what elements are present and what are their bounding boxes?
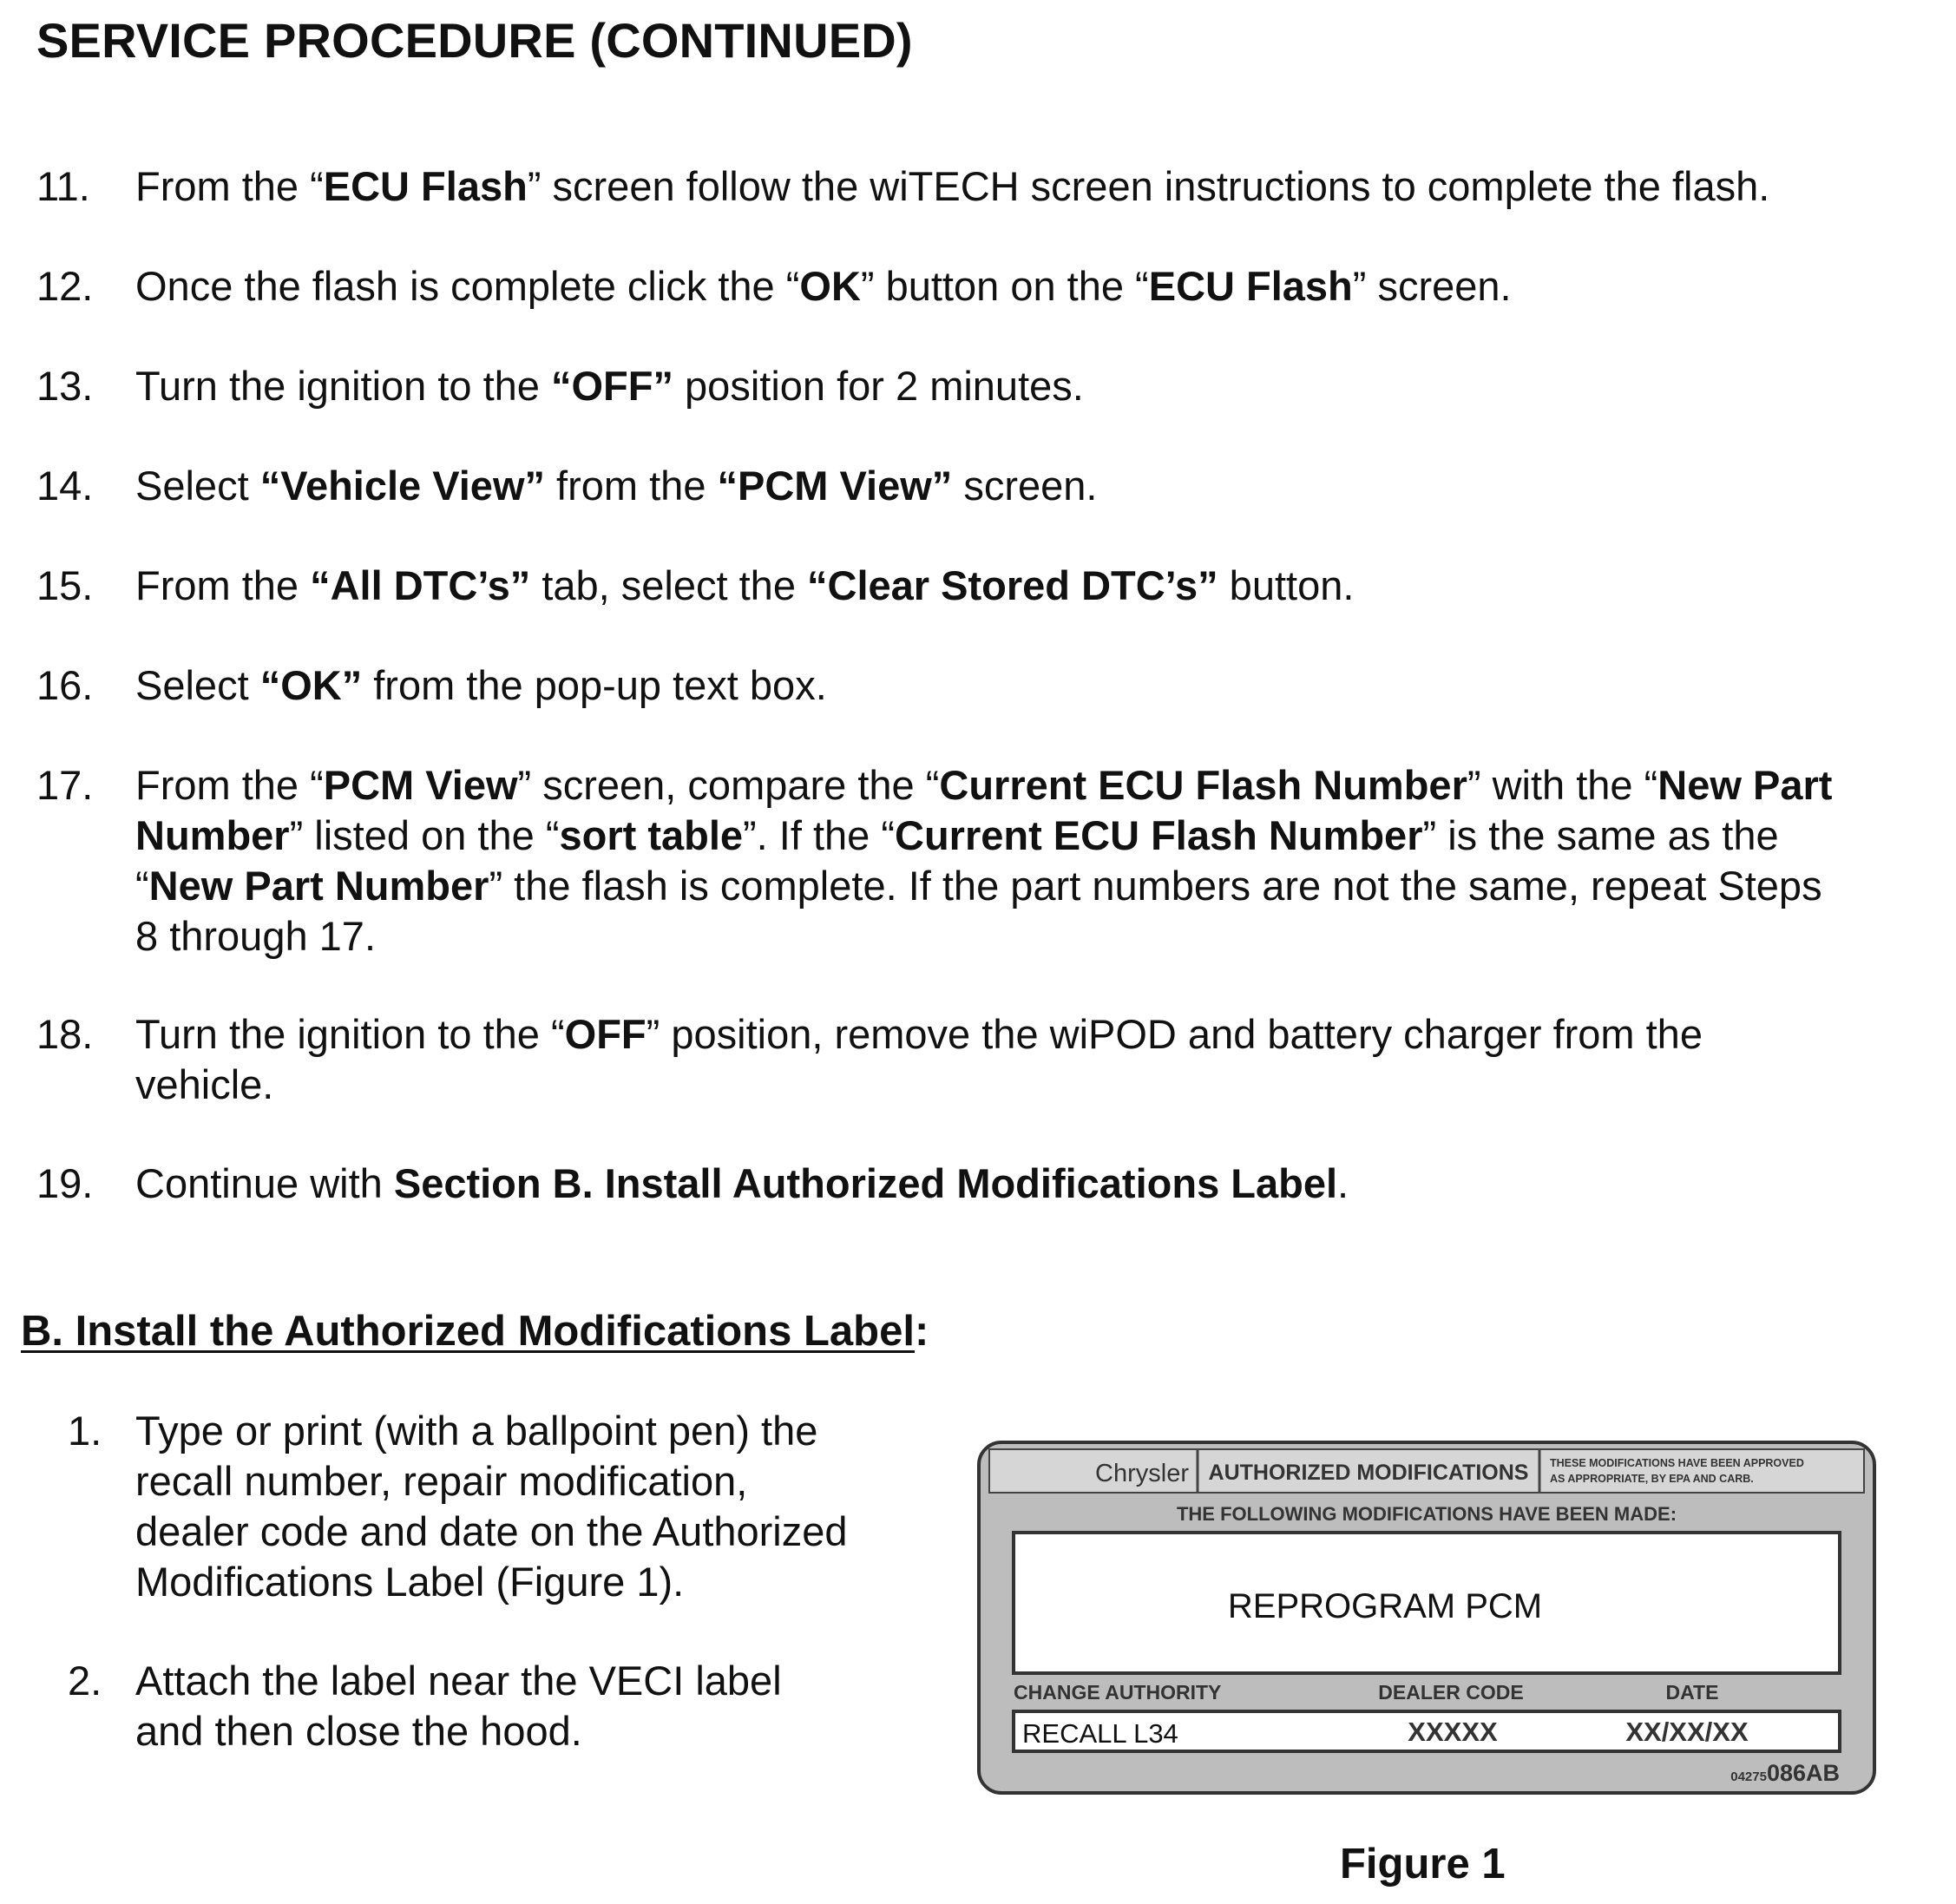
text-run: ”. If the “ [743,812,896,858]
step-number: 18. [36,1011,94,1057]
step-line [135,1009,1937,1060]
text-run: Continue with [135,1160,394,1206]
emphasis-text: New Part [1657,762,1833,808]
change-authority-value: RECALL L34 [1022,1718,1178,1749]
label-approval-line: THESE MODIFICATIONS HAVE BEEN APPROVED [1550,1457,1804,1469]
text-run: from the [545,463,718,509]
col-dealer-code: DEALER CODE [1378,1681,1524,1704]
step-line: Modifications Label (Figure 1). [135,1559,685,1605]
emphasis-text: ECU Flash [1148,263,1353,309]
text-run: ” button on the “ [860,263,1149,309]
procedure-step [36,461,1937,511]
part-number-prefix: 04275 [1730,1769,1767,1784]
text-run: Select [135,662,260,708]
procedure-step [36,660,1937,711]
step-number: 11. [36,163,90,209]
text-run: tab, select the [530,562,808,608]
label-approval-line: AS APPROPRIATE, BY EPA AND CARB. [1550,1473,1754,1485]
emphasis-text: Current ECU Flash Number [895,812,1423,858]
emphasis-text: OFF [564,1011,647,1057]
step-text [135,660,1937,711]
procedure-step [36,261,1937,312]
text-run: From the [135,562,311,608]
text-run: ” listed on the “ [289,812,560,858]
emphasis-text: OK [799,263,861,309]
step-line: Type or print (with a ballpoint pen) the [135,1408,818,1454]
emphasis-text: sort table [559,812,744,858]
emphasis-text: Section B. Install Authorized Modifications Label [393,1160,1338,1206]
step-text [135,461,1937,511]
section-b-step [68,1406,935,1607]
emphasis-text: “OFF” [551,363,673,409]
text-run: ” screen, compare the “ [517,762,940,808]
step-number: 13. [36,363,94,409]
text-run: ” screen follow the wiTECH screen instructions to complete the flash. [527,163,1770,209]
text-run: ” with the “ [1467,762,1658,808]
modification-text: REPROGRAM PCM [1227,1587,1543,1625]
text-run: from the pop-up text box. [362,662,827,708]
part-number-suffix: 086AB [1766,1760,1840,1786]
step-text [135,1656,935,1756]
step-number: 17. [36,762,94,808]
step-line [135,811,1937,861]
col-change-authority: CHANGE AUTHORITY [1014,1681,1222,1704]
text-run: ” screen. [1352,263,1512,309]
emphasis-text: “Vehicle View” [259,463,545,509]
section-b-heading-text: B. Install the Authorized Modifications Label [21,1308,915,1355]
text-run: Once the flash is complete click the “ [135,263,800,309]
text-run: vehicle. [135,1061,274,1107]
text-run: Turn the ignition to the [135,363,551,409]
label-made-header: THE FOLLOWING MODIFICATIONS HAVE BEEN MADE: [1176,1503,1677,1525]
step-number: 12. [36,263,94,309]
text-run: position for 2 minutes. [673,363,1084,409]
step-number: 14. [36,463,94,509]
step-line: recall number, repair modification, [135,1458,748,1504]
step-text [135,760,1937,962]
step-line: dealer code and date on the Authorized [135,1508,848,1554]
procedure-step [36,561,1937,611]
step-line: Attach the label near the VECI label [135,1658,782,1704]
procedure-step [36,161,1937,212]
section-b-step [68,1656,935,1756]
text-run: Select [135,463,260,509]
emphasis-text: “Clear Stored DTC’s” [807,562,1218,608]
emphasis-text: Current ECU Flash Number [939,762,1467,808]
emphasis-text: New Part Number [148,863,489,909]
step-text [135,1406,935,1607]
section-b-heading [21,1307,929,1356]
step-number: 1. [68,1408,102,1454]
step-line: and then close the hood. [135,1708,582,1754]
procedure-step [36,361,1937,411]
text-run: ” the flash is complete. If the part numbers are not the same, repeat Steps [489,863,1822,909]
text-run: “ [135,863,149,909]
procedure-step [36,1159,1937,1209]
emphasis-text: “All DTC’s” [310,562,531,608]
step-line [135,911,1937,962]
text-run: 8 through 17. [135,913,376,959]
date-value: XX/XX/XX [1625,1717,1749,1747]
col-date: DATE [1665,1681,1719,1704]
emphasis-text: Number [135,812,290,858]
step-text [135,361,1937,411]
page-title: SERVICE PROCEDURE (CONTINUED) [36,13,913,68]
authorized-modifications-label [977,1441,1876,1795]
step-number: 19. [36,1160,94,1206]
procedure-step [36,1009,1937,1110]
step-text [135,161,1937,212]
emphasis-text: “PCM View” [717,463,953,509]
label-title: AUTHORIZED MODIFICATIONS [1208,1461,1529,1485]
text-run: Turn the ignition to the “ [135,1011,565,1057]
procedure-step [36,760,1937,962]
text-run: screen. [952,463,1098,509]
text-run: ” position, remove the wiPOD and battery charger from the [646,1011,1703,1057]
step-line [135,861,1937,911]
text-run: . [1337,1160,1349,1206]
emphasis-text: PCM View [323,762,518,808]
dealer-code-value: XXXXX [1408,1717,1498,1747]
step-text [135,1009,1937,1110]
section-b-heading-colon: : [914,1308,929,1355]
step-text [135,261,1937,312]
emphasis-text: ECU Flash [323,163,528,209]
label-brand: Chrysler [1095,1460,1189,1487]
text-run: From the “ [135,163,324,209]
step-line [135,760,1937,811]
step-text [135,561,1937,611]
emphasis-text: “OK” [259,662,363,708]
text-run: ” is the same as the [1422,812,1779,858]
step-text [135,1159,1937,1209]
step-number: 16. [36,662,94,708]
step-number: 2. [68,1658,102,1704]
step-line [135,1060,1937,1110]
text-run: From the “ [135,762,324,808]
figure-caption: Figure 1 [1340,1841,1506,1888]
step-number: 15. [36,562,94,608]
text-run: button. [1218,562,1355,608]
